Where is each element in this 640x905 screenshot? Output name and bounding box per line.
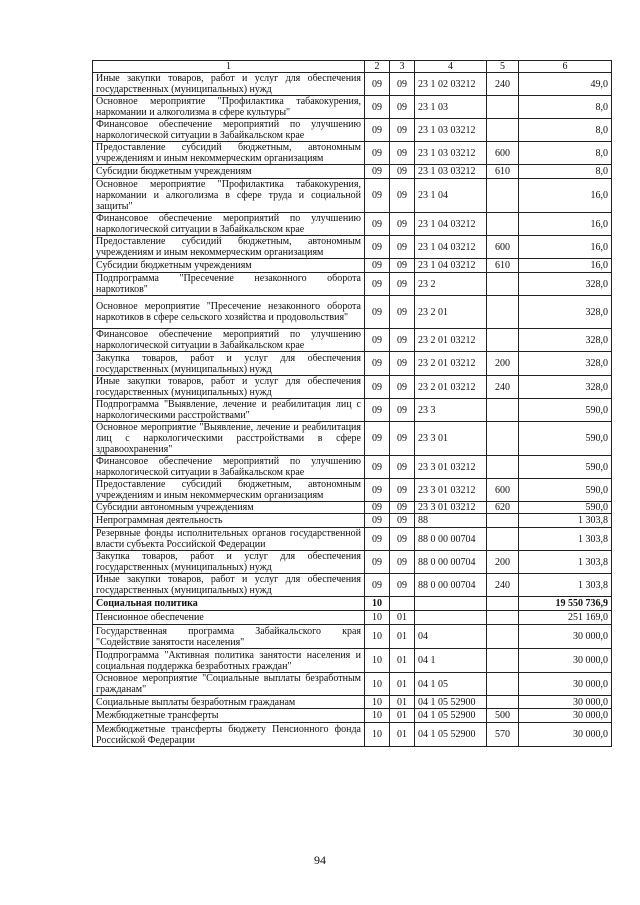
target-article-cell: 23 2 bbox=[415, 273, 487, 296]
section-cell: 09 bbox=[365, 551, 390, 574]
table-row bbox=[93, 723, 612, 747]
item-name-cell: Финансовое обеспечение мероприятий по улучшению наркологической ситуации в Забайкальском крае bbox=[93, 119, 365, 142]
table-row bbox=[93, 479, 612, 502]
amount-cell: 19 550 736,9 bbox=[519, 597, 612, 611]
header-col-2: 2 bbox=[365, 61, 390, 73]
section-cell: 09 bbox=[365, 296, 390, 329]
item-name-cell: Социальная политика bbox=[93, 597, 365, 611]
item-name-cell: Основное мероприятие "Выявление, лечение и реабилитация лиц с наркологическими расстройствами в сфере здравоохранения" bbox=[93, 422, 365, 456]
section-cell: 10 bbox=[365, 673, 390, 696]
expense-type-cell: 600 bbox=[487, 236, 519, 259]
expense-type-cell: 500 bbox=[487, 709, 519, 723]
subsection-cell: 09 bbox=[390, 73, 415, 96]
target-article-cell: 23 1 03 03212 bbox=[415, 119, 487, 142]
subsection-cell: 09 bbox=[390, 165, 415, 179]
table-row bbox=[93, 514, 612, 528]
section-cell: 10 bbox=[365, 611, 390, 625]
amount-cell: 328,0 bbox=[519, 376, 612, 399]
table-row bbox=[93, 73, 612, 96]
header-row bbox=[93, 61, 612, 73]
item-name-cell: Подпрограмма "Активная политика занятости населения и социальная поддержка безработных граждан" bbox=[93, 649, 365, 673]
item-name-cell: Основное мероприятие "Пресечение незаконного оборота наркотиков в сфере сельского хозяйства и продовольствия" bbox=[93, 296, 365, 329]
amount-cell: 30 000,0 bbox=[519, 649, 612, 673]
table-row bbox=[93, 213, 612, 236]
expense-type-cell bbox=[487, 399, 519, 422]
table-row bbox=[93, 649, 612, 673]
target-article-cell: 04 1 05 52900 bbox=[415, 709, 487, 723]
target-article-cell: 04 1 05 bbox=[415, 673, 487, 696]
subsection-cell: 09 bbox=[390, 142, 415, 165]
target-article-cell bbox=[415, 611, 487, 625]
table-row bbox=[93, 165, 612, 179]
expense-type-cell: 200 bbox=[487, 352, 519, 376]
table-row bbox=[93, 673, 612, 696]
section-cell: 09 bbox=[365, 73, 390, 96]
amount-cell: 328,0 bbox=[519, 273, 612, 296]
expense-type-cell: 600 bbox=[487, 142, 519, 165]
section-cell: 09 bbox=[365, 236, 390, 259]
subsection-cell: 09 bbox=[390, 259, 415, 273]
item-name-cell: Финансовое обеспечение мероприятий по улучшению наркологической ситуации в Забайкальском крае bbox=[93, 456, 365, 479]
item-name-cell: Финансовое обеспечение мероприятий по улучшению наркологической ситуации в Забайкальском крае bbox=[93, 213, 365, 236]
table-row bbox=[93, 422, 612, 456]
expense-type-cell: 240 bbox=[487, 376, 519, 399]
item-name-cell: Пенсионное обеспечение bbox=[93, 611, 365, 625]
item-name-cell: Закупка товаров, работ и услуг для обеспечения государственных (муниципальных) нужд bbox=[93, 551, 365, 574]
target-article-cell: 04 bbox=[415, 625, 487, 649]
target-article-cell: 23 1 03 03212 bbox=[415, 142, 487, 165]
amount-cell: 8,0 bbox=[519, 165, 612, 179]
section-cell: 10 bbox=[365, 723, 390, 747]
section-cell: 10 bbox=[365, 709, 390, 723]
subsection-cell: 09 bbox=[390, 179, 415, 213]
expense-type-cell bbox=[487, 649, 519, 673]
item-name-cell: Основное мероприятие "Профилактика табакокурения, наркомании и алкоголизма в сфере труда и социальной защиты" bbox=[93, 179, 365, 213]
section-cell: 09 bbox=[365, 352, 390, 376]
item-name-cell: Государственная программа Забайкальского края "Содействие занятости населения" bbox=[93, 625, 365, 649]
item-name-cell: Основное мероприятие "Профилактика табакокурения, наркомании и алкоголизма в сфере культуры" bbox=[93, 96, 365, 119]
subsection-cell: 09 bbox=[390, 456, 415, 479]
item-name-cell: Предоставление субсидий бюджетным, автономным учреждениям и иным некоммерческим организациям bbox=[93, 479, 365, 502]
table-row bbox=[93, 625, 612, 649]
subsection-cell: 01 bbox=[390, 649, 415, 673]
table-row bbox=[93, 236, 612, 259]
table-row bbox=[93, 273, 612, 296]
target-article-cell: 23 1 04 bbox=[415, 179, 487, 213]
section-cell: 10 bbox=[365, 696, 390, 709]
item-name-cell: Закупка товаров, работ и услуг для обеспечения государственных (муниципальных) нужд bbox=[93, 352, 365, 376]
subsection-cell: 09 bbox=[390, 236, 415, 259]
expense-type-cell bbox=[487, 273, 519, 296]
section-cell: 09 bbox=[365, 142, 390, 165]
subsection-cell: 09 bbox=[390, 422, 415, 456]
table-row bbox=[93, 296, 612, 329]
table-row bbox=[93, 611, 612, 625]
subsection-cell: 09 bbox=[390, 574, 415, 597]
target-article-cell: 04 1 bbox=[415, 649, 487, 673]
amount-cell: 1 303,8 bbox=[519, 514, 612, 528]
amount-cell: 1 303,8 bbox=[519, 528, 612, 551]
table-row bbox=[93, 142, 612, 165]
amount-cell: 30 000,0 bbox=[519, 723, 612, 747]
expense-type-cell: 570 bbox=[487, 723, 519, 747]
amount-cell: 16,0 bbox=[519, 259, 612, 273]
table-row bbox=[93, 179, 612, 213]
subsection-cell: 09 bbox=[390, 296, 415, 329]
page-number: 94 bbox=[314, 853, 326, 867]
item-name-cell: Подпрограмма "Выявление, лечение и реабилитация лиц с наркологическими расстройствами" bbox=[93, 399, 365, 422]
subsection-cell: 09 bbox=[390, 502, 415, 514]
target-article-cell: 23 3 bbox=[415, 399, 487, 422]
table-row bbox=[93, 696, 612, 709]
amount-cell: 1 303,8 bbox=[519, 574, 612, 597]
section-cell: 09 bbox=[365, 376, 390, 399]
budget-table-page bbox=[92, 60, 611, 747]
item-name-cell: Иные закупки товаров, работ и услуг для обеспечения государственных (муниципальных) нужд bbox=[93, 574, 365, 597]
expense-type-cell: 240 bbox=[487, 574, 519, 597]
section-cell: 09 bbox=[365, 96, 390, 119]
amount-cell: 8,0 bbox=[519, 142, 612, 165]
target-article-cell: 23 2 01 bbox=[415, 296, 487, 329]
item-name-cell: Межбюджетные трансферты bbox=[93, 709, 365, 723]
item-name-cell: Межбюджетные трансферты бюджету Пенсионного фонда Российской Федерации bbox=[93, 723, 365, 747]
item-name-cell: Основное мероприятие "Социальные выплаты безработным гражданам" bbox=[93, 673, 365, 696]
target-article-cell: 23 1 04 03212 bbox=[415, 213, 487, 236]
amount-cell: 30 000,0 bbox=[519, 673, 612, 696]
budget-table bbox=[92, 60, 612, 747]
section-cell: 09 bbox=[365, 422, 390, 456]
amount-cell: 16,0 bbox=[519, 236, 612, 259]
expense-type-cell bbox=[487, 625, 519, 649]
item-name-cell: Иные закупки товаров, работ и услуг для обеспечения государственных (муниципальных) нужд bbox=[93, 73, 365, 96]
expense-type-cell bbox=[487, 611, 519, 625]
amount-cell: 251 169,0 bbox=[519, 611, 612, 625]
amount-cell: 590,0 bbox=[519, 502, 612, 514]
target-article-cell: 23 3 01 bbox=[415, 422, 487, 456]
target-article-cell: 04 1 05 52900 bbox=[415, 723, 487, 747]
table-body bbox=[93, 73, 612, 747]
target-article-cell: 23 1 02 03212 bbox=[415, 73, 487, 96]
section-cell: 10 bbox=[365, 649, 390, 673]
amount-cell: 16,0 bbox=[519, 213, 612, 236]
item-name-cell: Социальные выплаты безработным гражданам bbox=[93, 696, 365, 709]
section-cell: 09 bbox=[365, 479, 390, 502]
expense-type-cell bbox=[487, 696, 519, 709]
table-row bbox=[93, 456, 612, 479]
section-cell: 09 bbox=[365, 574, 390, 597]
subsection-cell: 09 bbox=[390, 528, 415, 551]
subsection-cell: 09 bbox=[390, 479, 415, 502]
table-row bbox=[93, 528, 612, 551]
subsection-cell: 09 bbox=[390, 551, 415, 574]
amount-cell: 590,0 bbox=[519, 479, 612, 502]
expense-type-cell bbox=[487, 213, 519, 236]
amount-cell: 328,0 bbox=[519, 352, 612, 376]
target-article-cell: 23 3 01 03212 bbox=[415, 479, 487, 502]
subsection-cell: 01 bbox=[390, 723, 415, 747]
amount-cell: 8,0 bbox=[519, 119, 612, 142]
subsection-cell: 09 bbox=[390, 399, 415, 422]
table-row bbox=[93, 376, 612, 399]
item-name-cell: Подпрограмма "Пресечение незаконного оборота наркотиков" bbox=[93, 273, 365, 296]
subsection-cell bbox=[390, 597, 415, 611]
expense-type-cell bbox=[487, 597, 519, 611]
target-article-cell: 23 1 04 03212 bbox=[415, 259, 487, 273]
item-name-cell: Предоставление субсидий бюджетным, автономным учреждениям и иным некоммерческим организациям bbox=[93, 236, 365, 259]
table-row bbox=[93, 329, 612, 352]
amount-cell: 590,0 bbox=[519, 456, 612, 479]
table-row bbox=[93, 259, 612, 273]
table-row bbox=[93, 119, 612, 142]
amount-cell: 328,0 bbox=[519, 296, 612, 329]
expense-type-cell bbox=[487, 329, 519, 352]
table-row bbox=[93, 502, 612, 514]
item-name-cell: Финансовое обеспечение мероприятий по улучшению наркологической ситуации в Забайкальском крае bbox=[93, 329, 365, 352]
subsection-cell: 09 bbox=[390, 352, 415, 376]
subsection-cell: 09 bbox=[390, 96, 415, 119]
subsection-cell: 09 bbox=[390, 119, 415, 142]
table-row bbox=[93, 399, 612, 422]
amount-cell: 30 000,0 bbox=[519, 625, 612, 649]
amount-cell: 30 000,0 bbox=[519, 709, 612, 723]
target-article-cell: 23 2 01 03212 bbox=[415, 352, 487, 376]
section-cell: 09 bbox=[365, 528, 390, 551]
item-name-cell: Предоставление субсидий бюджетным, автономным учреждениям и иным некоммерческим организациям bbox=[93, 142, 365, 165]
target-article-cell: 23 2 01 03212 bbox=[415, 329, 487, 352]
section-cell: 09 bbox=[365, 213, 390, 236]
amount-cell: 49,0 bbox=[519, 73, 612, 96]
section-cell: 09 bbox=[365, 456, 390, 479]
expense-type-cell: 200 bbox=[487, 551, 519, 574]
subsection-cell: 01 bbox=[390, 709, 415, 723]
expense-type-cell bbox=[487, 456, 519, 479]
target-article-cell bbox=[415, 597, 487, 611]
expense-type-cell bbox=[487, 673, 519, 696]
section-cell: 09 bbox=[365, 119, 390, 142]
item-name-cell: Субсидии автономным учреждениям bbox=[93, 502, 365, 514]
expense-type-cell bbox=[487, 296, 519, 329]
header-col-1: 1 bbox=[93, 61, 365, 73]
subsection-cell: 01 bbox=[390, 611, 415, 625]
section-cell: 10 bbox=[365, 625, 390, 649]
table-row bbox=[93, 551, 612, 574]
header-col-3: 3 bbox=[390, 61, 415, 73]
table-row bbox=[93, 597, 612, 611]
amount-cell: 1 303,8 bbox=[519, 551, 612, 574]
target-article-cell: 23 3 01 03212 bbox=[415, 456, 487, 479]
header-col-5: 5 bbox=[487, 61, 519, 73]
target-article-cell: 88 0 00 00704 bbox=[415, 574, 487, 597]
expense-type-cell: 240 bbox=[487, 73, 519, 96]
item-name-cell: Иные закупки товаров, работ и услуг для обеспечения государственных (муниципальных) нужд bbox=[93, 376, 365, 399]
header-col-6: 6 bbox=[519, 61, 612, 73]
target-article-cell: 88 bbox=[415, 514, 487, 528]
expense-type-cell bbox=[487, 528, 519, 551]
expense-type-cell: 620 bbox=[487, 502, 519, 514]
section-cell: 09 bbox=[365, 514, 390, 528]
section-cell: 09 bbox=[365, 502, 390, 514]
subsection-cell: 01 bbox=[390, 696, 415, 709]
target-article-cell: 23 1 03 bbox=[415, 96, 487, 119]
target-article-cell: 88 0 00 00704 bbox=[415, 551, 487, 574]
table-row bbox=[93, 352, 612, 376]
subsection-cell: 01 bbox=[390, 673, 415, 696]
subsection-cell: 09 bbox=[390, 376, 415, 399]
amount-cell: 30 000,0 bbox=[519, 696, 612, 709]
item-name-cell: Субсидии бюджетным учреждениям bbox=[93, 165, 365, 179]
target-article-cell: 23 3 01 03212 bbox=[415, 502, 487, 514]
expense-type-cell: 600 bbox=[487, 479, 519, 502]
header-col-4: 4 bbox=[415, 61, 487, 73]
item-name-cell: Резервные фонды исполнительных органов государственной власти субъекта Российской Федерации bbox=[93, 528, 365, 551]
target-article-cell: 23 1 03 03212 bbox=[415, 165, 487, 179]
section-cell: 09 bbox=[365, 399, 390, 422]
amount-cell: 590,0 bbox=[519, 399, 612, 422]
target-article-cell: 23 2 01 03212 bbox=[415, 376, 487, 399]
subsection-cell: 09 bbox=[390, 213, 415, 236]
target-article-cell: 88 0 00 00704 bbox=[415, 528, 487, 551]
target-article-cell: 04 1 05 52900 bbox=[415, 696, 487, 709]
subsection-cell: 09 bbox=[390, 273, 415, 296]
amount-cell: 8,0 bbox=[519, 96, 612, 119]
subsection-cell: 09 bbox=[390, 329, 415, 352]
expense-type-cell: 610 bbox=[487, 165, 519, 179]
item-name-cell: Непрограммная деятельность bbox=[93, 514, 365, 528]
section-cell: 09 bbox=[365, 165, 390, 179]
expense-type-cell bbox=[487, 422, 519, 456]
expense-type-cell bbox=[487, 96, 519, 119]
subsection-cell: 09 bbox=[390, 514, 415, 528]
target-article-cell: 23 1 04 03212 bbox=[415, 236, 487, 259]
expense-type-cell bbox=[487, 179, 519, 213]
section-cell: 10 bbox=[365, 597, 390, 611]
amount-cell: 590,0 bbox=[519, 422, 612, 456]
expense-type-cell bbox=[487, 514, 519, 528]
table-row bbox=[93, 709, 612, 723]
table-row bbox=[93, 574, 612, 597]
subsection-cell: 01 bbox=[390, 625, 415, 649]
section-cell: 09 bbox=[365, 329, 390, 352]
section-cell: 09 bbox=[365, 259, 390, 273]
amount-cell: 16,0 bbox=[519, 179, 612, 213]
table-row bbox=[93, 96, 612, 119]
expense-type-cell bbox=[487, 119, 519, 142]
item-name-cell: Субсидии бюджетным учреждениям bbox=[93, 259, 365, 273]
section-cell: 09 bbox=[365, 273, 390, 296]
amount-cell: 328,0 bbox=[519, 329, 612, 352]
expense-type-cell: 610 bbox=[487, 259, 519, 273]
section-cell: 09 bbox=[365, 179, 390, 213]
